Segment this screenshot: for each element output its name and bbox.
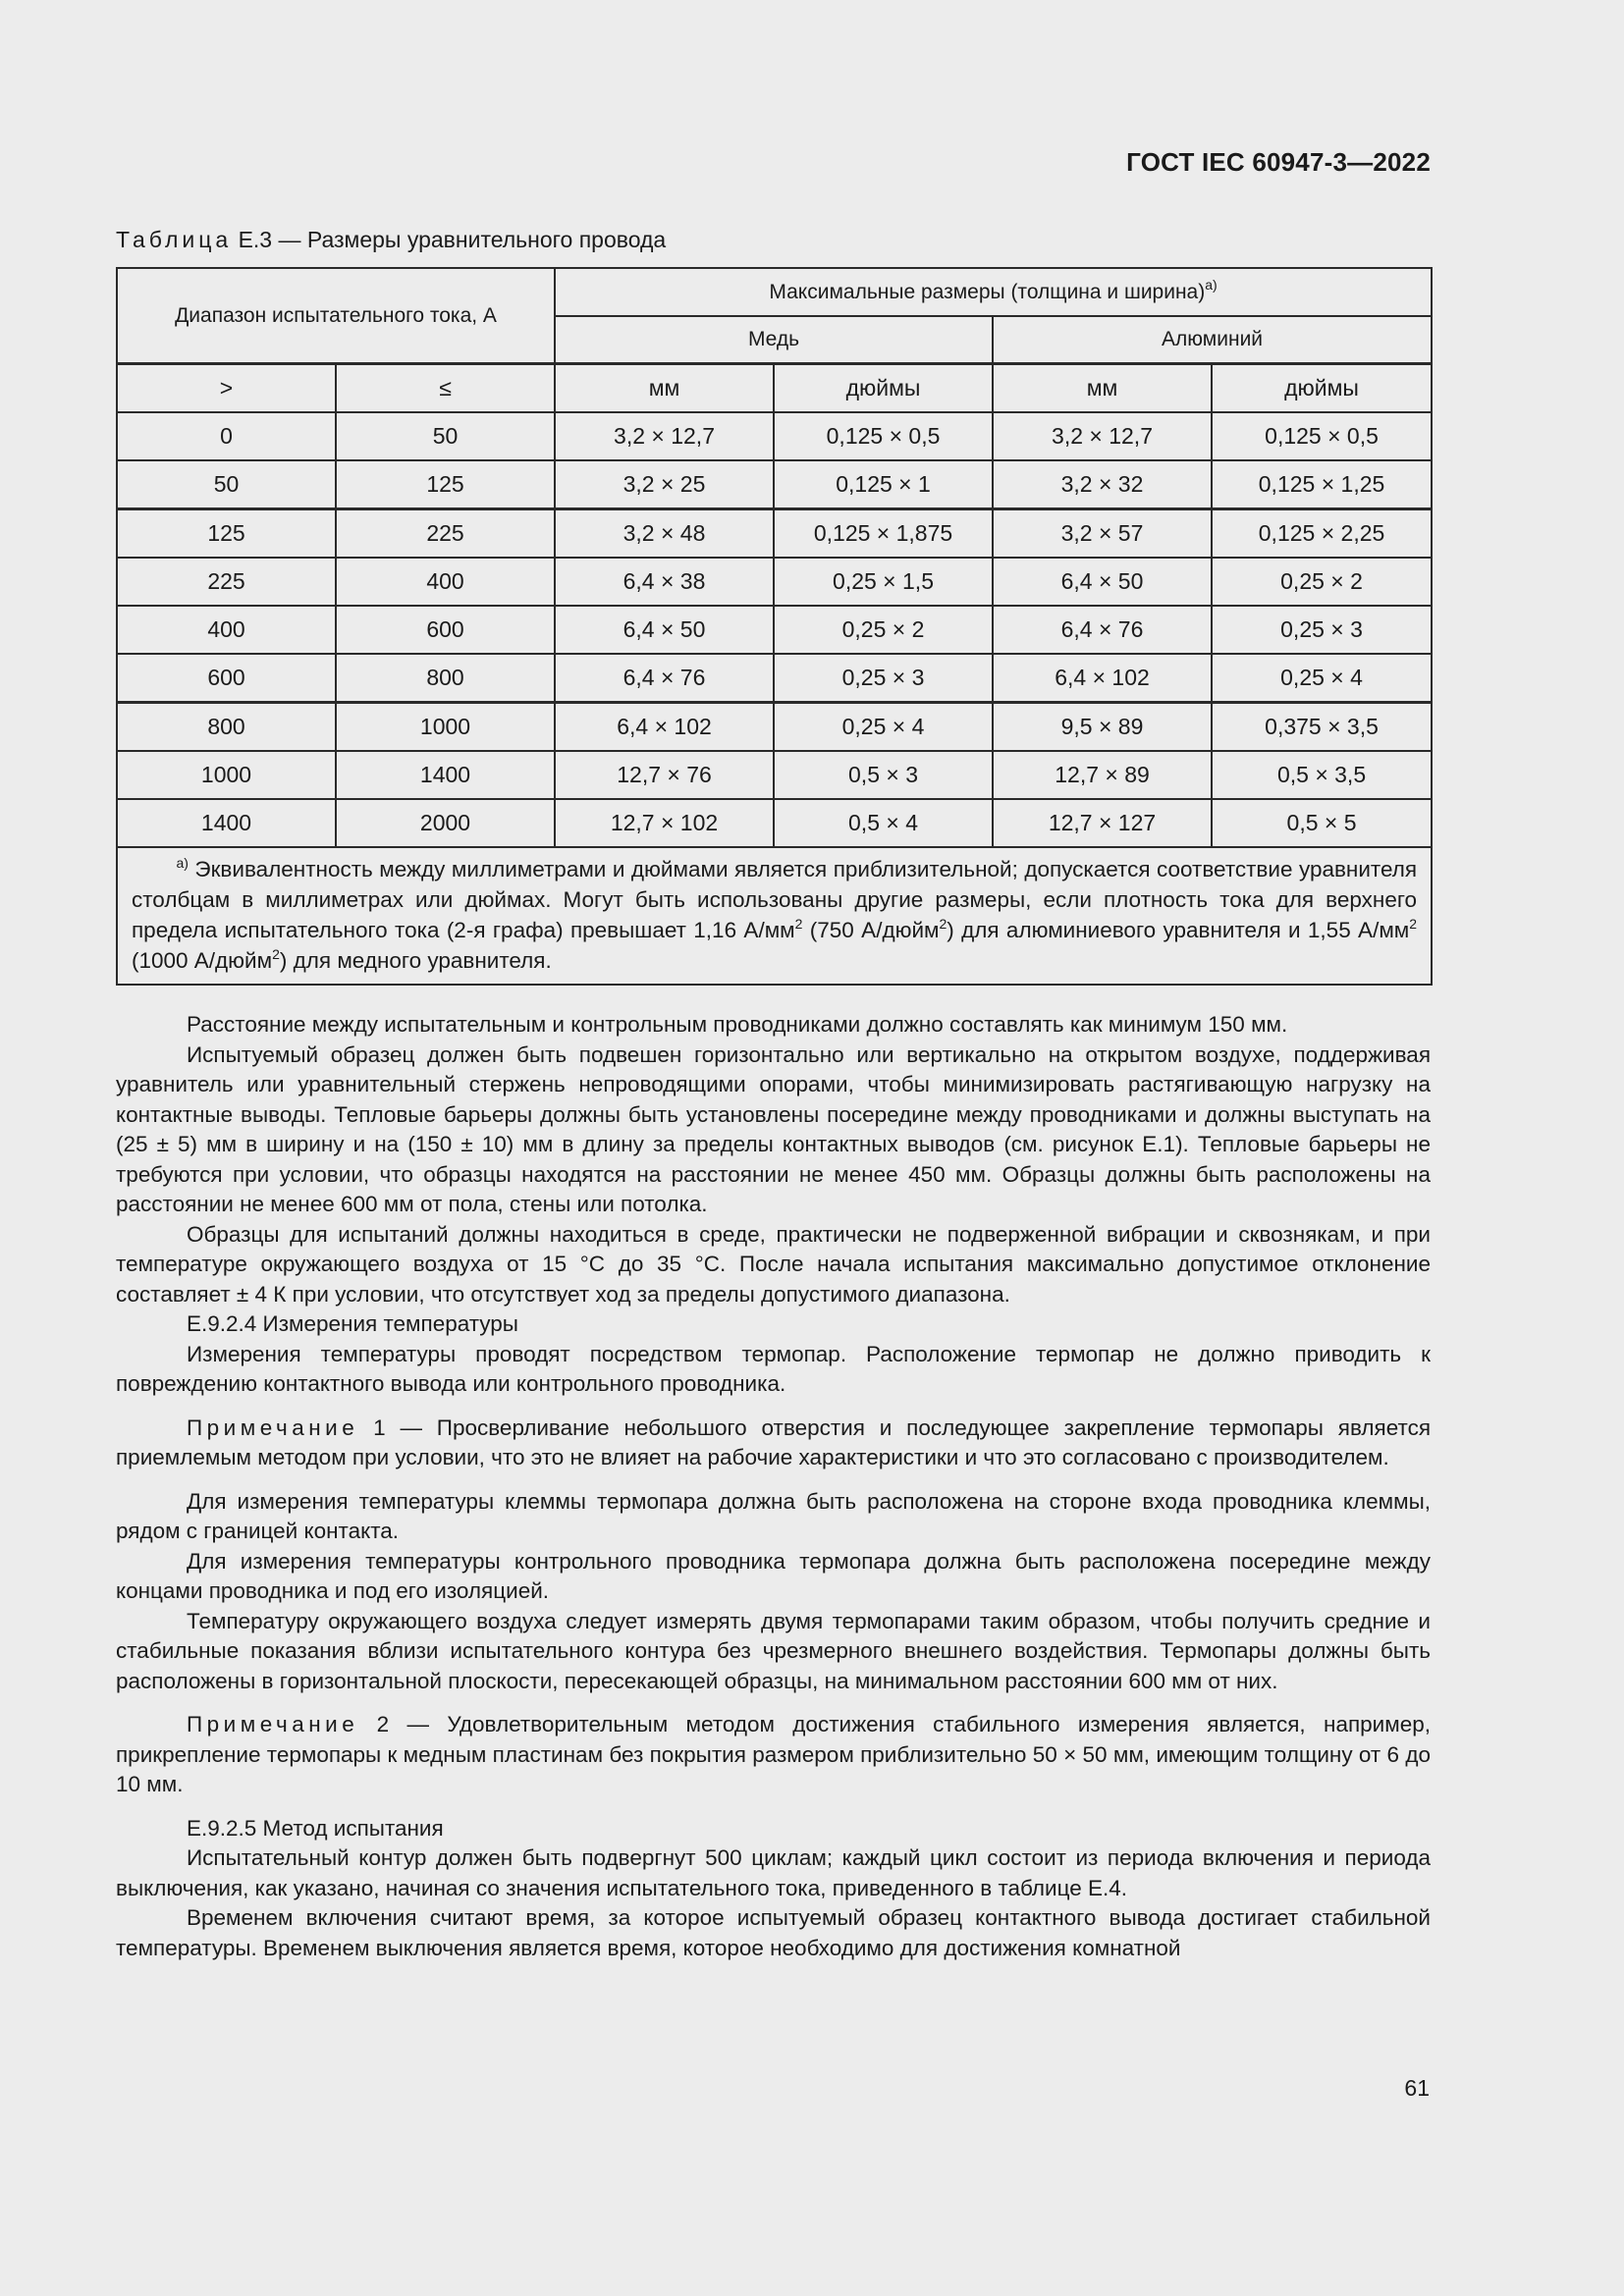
unit-cell: дюймы — [774, 364, 993, 413]
body-text — [116, 1010, 1431, 1963]
paragraph: Температуру окружающего воздуха следует измерять двумя термопарами таким образом, чтобы получить средние и стабильные показания вблизи испытательного контура без чрезмерного внешнего воздействия. Термопары должны быть расположены в горизонтальной плоскости, пересекающей образцы, на минимальном расстоянии 600 мм от них. — [116, 1608, 1431, 1693]
table-row — [117, 509, 1432, 559]
table-cell: 800 — [336, 654, 555, 703]
paragraph: Образцы для испытаний должны находиться в среде, практически не подверженной вибрации и сквознякам, и при температуре окружающего воздуха от 15 °С до 35 °С. После начала испытания максимально допустимое отклонение составляет ± 4 К при условии, что отсутствует ход за пределы допустимого диапазона. — [116, 1221, 1431, 1307]
table-cell: 0,25 × 3 — [1212, 606, 1432, 654]
table-cell: 1400 — [117, 799, 336, 847]
paragraph: Для измерения температуры клеммы термопара должна быть расположена на стороне входа проводника клеммы, рядом с границей контакта. — [116, 1488, 1431, 1543]
header-max-dimensions: Максимальные размеры (толщина и ширина)$^{a)}$ — [555, 268, 1432, 316]
table-cell: 125 — [336, 460, 555, 509]
table-cell: 3,2 × 48 — [555, 509, 774, 559]
table-cell: 12,7 × 127 — [993, 799, 1212, 847]
table-cell: 0,125 × 1,25 — [1212, 460, 1432, 509]
page-number: 61 — [1404, 2075, 1430, 2101]
paragraph: Испытательный контур должен быть подвергнут 500 циклам; каждый цикл состоит из периода включения и периода выключения, как указано, начиная со значения испытательного тока, приведенного в таблице Е.4. — [116, 1845, 1431, 1900]
table-cell: 3,2 × 57 — [993, 509, 1212, 559]
table-row — [117, 412, 1432, 460]
paragraph: Временем включения считают время, за которое испытуемый образец контактного вывода достигает стабильной температуры. Временем выключения является время, которое необходимо для достижения комнатной — [116, 1905, 1431, 1960]
header-copper: Медь — [555, 316, 993, 364]
table-cell: 6,4 × 76 — [555, 654, 774, 703]
table-cell: 0,125 × 1 — [774, 460, 993, 509]
conductor-dimensions-table — [116, 267, 1433, 986]
note-2: Примечание 2 — Удовлетворительным методом достижения стабильного измерения является, например, прикрепление термопары к медным пластинам без покрытия размером приблизительно 50 × 50 мм, имеющим толщину от 6 до 10 мм. — [116, 1712, 1431, 1796]
table-cell: 400 — [336, 558, 555, 606]
table-cell: 0,25 × 1,5 — [774, 558, 993, 606]
section-heading: Е.9.2.5 Метод испытания — [187, 1815, 444, 1841]
table-cell: 225 — [117, 558, 336, 606]
table-row — [117, 558, 1432, 606]
document-header: ГОСТ IEC 60947-3—2022 — [1126, 147, 1431, 177]
table-cell: 6,4 × 102 — [993, 654, 1212, 703]
table-cell: 0,25 × 2 — [774, 606, 993, 654]
table-cell: 0,125 × 0,5 — [1212, 412, 1432, 460]
table-caption-text: Е.3 — Размеры уравнительного провода — [232, 227, 667, 252]
table-row — [117, 460, 1432, 509]
table-row — [117, 703, 1432, 752]
table-cell: 50 — [336, 412, 555, 460]
paragraph: Испытуемый образец должен быть подвешен горизонтально или вертикально на открытом воздухе, поддерживая уравнитель или уравнительный стержень непроводящими опорами, чтобы минимизировать растягивающую нагрузку на контактные выводы. Тепловые барьеры должны быть установлены посередине между проводниками и должны выступать на (25 ± 5) мм в ширину и на (150 ± 10) мм в длину за пределы контактных выводов (см. рисунок Е.1). Тепловые барьеры не требуются при условии, что образцы находятся на расстоянии не менее 450 мм. Образцы должны быть расположены на расстоянии не менее 600 мм от пола, стены или потолка. — [116, 1041, 1431, 1216]
table-cell: 0,5 × 4 — [774, 799, 993, 847]
table-cell: 0,375 × 3,5 — [1212, 703, 1432, 752]
table-cell: 12,7 × 102 — [555, 799, 774, 847]
table-cell: 0,5 × 5 — [1212, 799, 1432, 847]
table-cell: 3,2 × 12,7 — [555, 412, 774, 460]
table-header-row — [117, 268, 1432, 316]
table-cell: 600 — [336, 606, 555, 654]
table-row — [117, 606, 1432, 654]
table-cell: 0,25 × 2 — [1212, 558, 1432, 606]
table-cell: 6,4 × 50 — [993, 558, 1212, 606]
unit-cell: мм — [993, 364, 1212, 413]
table-footnote: $^{a)}$ Эквивалентность между миллиметрами и дюймами является приблизительной; допускается соответствие уравнителя столбцам в миллиметрах или дюймах. Могут быть использованы другие размеры, если плотность тока для верхнего предела испытательного тока (2-я графа) превышает 1,16 $А/мм^2$ (750 А/дюйм$^2$) для алюминиевого уравнителя и 1,55 $А/мм^2$ (1000 А/дюйм$^2$) для медного уравнителя. — [117, 847, 1432, 985]
table-cell: 1000 — [336, 703, 555, 752]
table-cell: 9,5 × 89 — [993, 703, 1212, 752]
paragraph: Расстояние между испытательным и контрольным проводниками должно составлять как минимум 150 мм. — [187, 1012, 1288, 1037]
table-footnote-row — [117, 847, 1432, 985]
table-cell: 0,125 × 0,5 — [774, 412, 993, 460]
paragraph: Измерения температуры проводят посредством термопар. Расположение термопар не должно приводить к повреждению контактного вывода или контрольного проводника. — [116, 1341, 1431, 1396]
table-cell: 1400 — [336, 751, 555, 799]
table-cell: 225 — [336, 509, 555, 559]
table-cell: 50 — [117, 460, 336, 509]
note-1: Примечание 1 — Просверливание небольшого отверстия и последующее закрепление термопары является приемлемым методом при условии, что это не влияет на рабочие характеристики и что это согласовано с производителем. — [116, 1415, 1431, 1469]
header-current-range: Диапазон испытательного тока, А — [117, 268, 555, 364]
table-cell: 6,4 × 102 — [555, 703, 774, 752]
table-cell: 6,4 × 50 — [555, 606, 774, 654]
table-cell: 600 — [117, 654, 336, 703]
unit-cell: ≤ — [336, 364, 555, 413]
table-cell: 12,7 × 89 — [993, 751, 1212, 799]
table-row — [117, 751, 1432, 799]
unit-cell: мм — [555, 364, 774, 413]
table-cell: 0 — [117, 412, 336, 460]
paragraph: Для измерения температуры контрольного проводника термопара должна быть расположена посередине между концами проводника и под его изоляцией. — [116, 1548, 1431, 1603]
table-cell: 0,5 × 3,5 — [1212, 751, 1432, 799]
table-cell: 6,4 × 38 — [555, 558, 774, 606]
footnote-mark: a) — [176, 855, 189, 871]
table-units-row — [117, 364, 1432, 413]
table-cell: 0,5 × 3 — [774, 751, 993, 799]
table-caption-label: Таблица — [116, 227, 233, 252]
table-cell: 0,25 × 3 — [774, 654, 993, 703]
unit-cell: дюймы — [1212, 364, 1432, 413]
table-cell: 3,2 × 25 — [555, 460, 774, 509]
table-row — [117, 654, 1432, 703]
footnote-ref: a) — [1205, 276, 1218, 293]
table-cell: 800 — [117, 703, 336, 752]
table-cell: 400 — [117, 606, 336, 654]
section-heading: Е.9.2.4 Измерения температуры — [187, 1311, 518, 1336]
table-cell: 3,2 × 12,7 — [993, 412, 1212, 460]
table-cell: 0,125 × 1,875 — [774, 509, 993, 559]
unit-cell: > — [117, 364, 336, 413]
table-cell: 125 — [117, 509, 336, 559]
table-caption — [116, 227, 666, 253]
table-cell: 0,25 × 4 — [1212, 654, 1432, 703]
table-cell: 12,7 × 76 — [555, 751, 774, 799]
table-cell: 0,125 × 2,25 — [1212, 509, 1432, 559]
table-cell: 0,25 × 4 — [774, 703, 993, 752]
table-cell: 1000 — [117, 751, 336, 799]
table-row — [117, 799, 1432, 847]
header-aluminium: Алюминий — [993, 316, 1432, 364]
table-body — [117, 412, 1432, 847]
table-cell: 6,4 × 76 — [993, 606, 1212, 654]
table-cell: 2000 — [336, 799, 555, 847]
table-cell: 3,2 × 32 — [993, 460, 1212, 509]
